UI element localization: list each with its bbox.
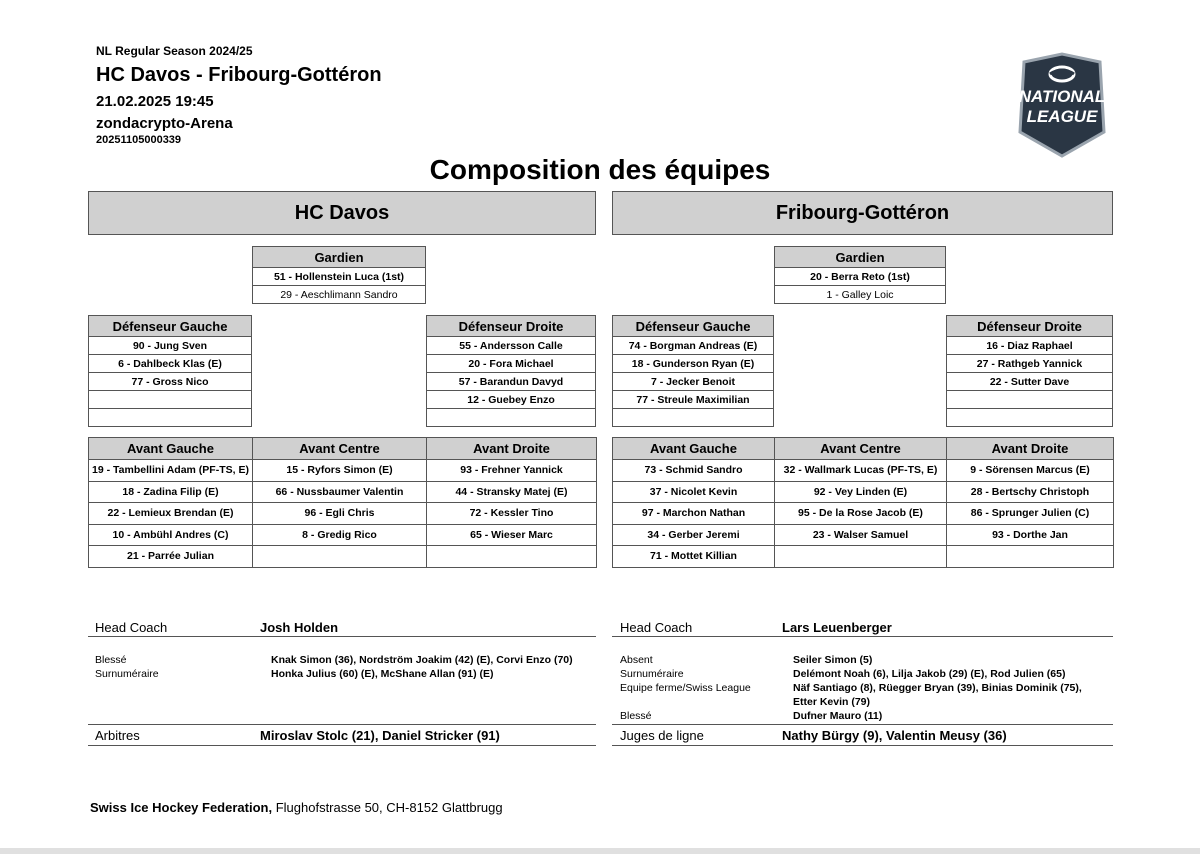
defense-cell: 77 - Gross Nico [89,373,252,391]
season-label: NL Regular Season 2024/25 [96,44,253,58]
forward-cell: 73 - Schmid Sandro [613,460,775,482]
bottom-strip [0,848,1200,854]
forward-cell: 86 - Sprunger Julien (C) [947,503,1114,525]
goalie-cell: 29 - Aeschlimann Sandro [253,286,426,304]
goalies-header: Gardien [775,247,946,268]
fwd-header-center: Avant Centre [253,438,427,460]
forward-cell: 9 - Sörensen Marcus (E) [947,460,1114,482]
away-extra-label: Surnuméraire [620,668,684,680]
forward-cell: 19 - Tambellini Adam (PF-TS, E) [89,460,253,482]
defense-cell [89,409,252,427]
footer-address: Flughofstrasse 50, CH-8152 Glattbrugg [275,800,503,815]
divider [88,636,596,637]
forward-cell: 32 - Wallmark Lucas (PF-TS, E) [775,460,947,482]
away-coach-label: Head Coach [620,620,693,635]
document-title: Composition des équipes [429,154,771,185]
goalies-header: Gardien [253,247,426,268]
forward-cell: 21 - Parrée Julian [89,546,253,568]
home-extra-label: Blessé [95,654,127,666]
defense-cell: 57 - Barandun Davyd [427,373,596,391]
away-extra-value: Dufner Mauro (11) [793,710,883,722]
home-coach-label: Head Coach [95,620,168,635]
forward-cell: 92 - Vey Linden (E) [775,481,947,503]
svg-text:LEAGUE: LEAGUE [1026,107,1098,126]
fwd-header-center: Avant Centre [775,438,947,460]
away-extra-value: Näf Santiago (8), Rüegger Bryan (39), Binias Dominik (75), Etter Kevin (79) [793,682,1082,708]
defense-cell: 18 - Gunderson Ryan (E) [613,355,774,373]
defense-cell [613,409,774,427]
defense-cell: 16 - Diaz Raphael [947,337,1113,355]
footer [90,800,503,815]
divider [88,745,596,746]
game-id: 20251105000339 [96,134,182,146]
def-left-header: Défenseur Gauche [613,316,774,337]
defense-cell: 7 - Jecker Benoit [613,373,774,391]
fwd-header-left: Avant Gauche [613,438,775,460]
forward-cell [947,546,1114,568]
def-left-header: Défenseur Gauche [89,316,252,337]
def-right-header: Défenseur Droite [947,316,1113,337]
forward-cell: 72 - Kessler Tino [427,503,597,525]
defense-cell [89,391,252,409]
forward-cell [427,546,597,568]
forward-cell: 44 - Stransky Matej (E) [427,481,597,503]
away-team-header: Fribourg-Gottéron [612,191,1113,235]
home-forwards-table [88,437,597,568]
home-officials-label: Arbitres [95,728,140,743]
divider [612,724,1113,725]
home-extra-label: Surnuméraire [95,668,159,680]
divider [612,636,1113,637]
divider [612,745,1113,746]
away-officials-label: Juges de ligne [620,728,704,743]
forward-cell: 71 - Mottet Killian [613,546,775,568]
away-forwards-table [612,437,1114,568]
forward-cell: 22 - Lemieux Brendan (E) [89,503,253,525]
footer-org: Swiss Ice Hockey Federation, [90,800,273,815]
away-goalies-table [774,246,946,304]
away-extra-label: Blessé [620,710,652,722]
away-extra-value: Seiler Simon (5) [793,654,873,666]
goalie-cell: 20 - Berra Reto (1st) [775,268,946,286]
forward-cell: 10 - Ambühl Andres (C) [89,524,253,546]
defense-cell [947,409,1113,427]
away-extra-label: Absent [620,654,653,666]
forward-cell: 66 - Nussbaumer Valentin [253,481,427,503]
defense-cell: 20 - Fora Michael [427,355,596,373]
match-datetime: 21.02.2025 19:45 [96,93,214,110]
away-extra-value: Delémont Noah (6), Lilja Jakob (29) (E), Rod Julien (65) [793,668,1066,680]
forward-cell [253,546,427,568]
fwd-header-left: Avant Gauche [89,438,253,460]
home-coach-name: Josh Holden [260,620,339,635]
forward-cell: 37 - Nicolet Kevin [613,481,775,503]
forward-cell: 15 - Ryfors Simon (E) [253,460,427,482]
home-extra-value: Honka Julius (60) (E), McShane Allan (91) (E) [271,668,494,680]
home-def-right-table [426,315,596,427]
match-title: HC Davos - Fribourg-Gottéron [96,64,382,86]
def-right-header: Défenseur Droite [427,316,596,337]
forward-cell: 95 - De la Rose Jacob (E) [775,503,947,525]
home-extra-value: Knak Simon (36), Nordström Joakim (42) (E), Corvi Enzo (70) [271,654,573,666]
defense-cell: 27 - Rathgeb Yannick [947,355,1113,373]
defense-cell: 22 - Sutter Dave [947,373,1113,391]
forward-cell: 8 - Gredig Rico [253,524,427,546]
forward-cell: 18 - Zadina Filip (E) [89,481,253,503]
defense-cell [427,409,596,427]
fwd-header-right: Avant Droite [427,438,597,460]
forward-cell: 28 - Bertschy Christoph [947,481,1114,503]
away-coach-name: Lars Leuenberger [782,620,892,635]
defense-cell: 12 - Guebey Enzo [427,391,596,409]
home-team-header: HC Davos [88,191,596,235]
home-def-left-table [88,315,252,427]
forward-cell: 23 - Walser Samuel [775,524,947,546]
goalie-cell: 1 - Galley Loic [775,286,946,304]
defense-cell: 6 - Dahlbeck Klas (E) [89,355,252,373]
defense-cell: 74 - Borgman Andreas (E) [613,337,774,355]
forward-cell: 65 - Wieser Marc [427,524,597,546]
forward-cell: 34 - Gerber Jeremi [613,524,775,546]
away-officials-names: Nathy Bürgy (9), Valentin Meusy (36) [782,728,1007,743]
forward-cell: 96 - Egli Chris [253,503,427,525]
match-arena: zondacrypto-Arena [96,115,233,132]
defense-cell [947,391,1113,409]
defense-cell: 90 - Jung Sven [89,337,252,355]
defense-cell: 77 - Streule Maximilian [613,391,774,409]
goalie-cell: 51 - Hollenstein Luca (1st) [253,268,426,286]
forward-cell: 97 - Marchon Nathan [613,503,775,525]
away-def-right-table [946,315,1113,427]
divider [88,724,596,725]
svg-text:NATIONAL: NATIONAL [1018,87,1106,106]
home-goalies-table [252,246,426,304]
defense-cell: 55 - Andersson Calle [427,337,596,355]
away-extra-label: Equipe ferme/Swiss League [620,682,751,694]
fwd-header-right: Avant Droite [947,438,1114,460]
forward-cell: 93 - Dorthe Jan [947,524,1114,546]
forward-cell [775,546,947,568]
forward-cell: 93 - Frehner Yannick [427,460,597,482]
national-league-logo [1016,52,1108,158]
away-def-left-table [612,315,774,427]
home-officials-names: Miroslav Stolc (21), Daniel Stricker (91) [260,728,500,743]
